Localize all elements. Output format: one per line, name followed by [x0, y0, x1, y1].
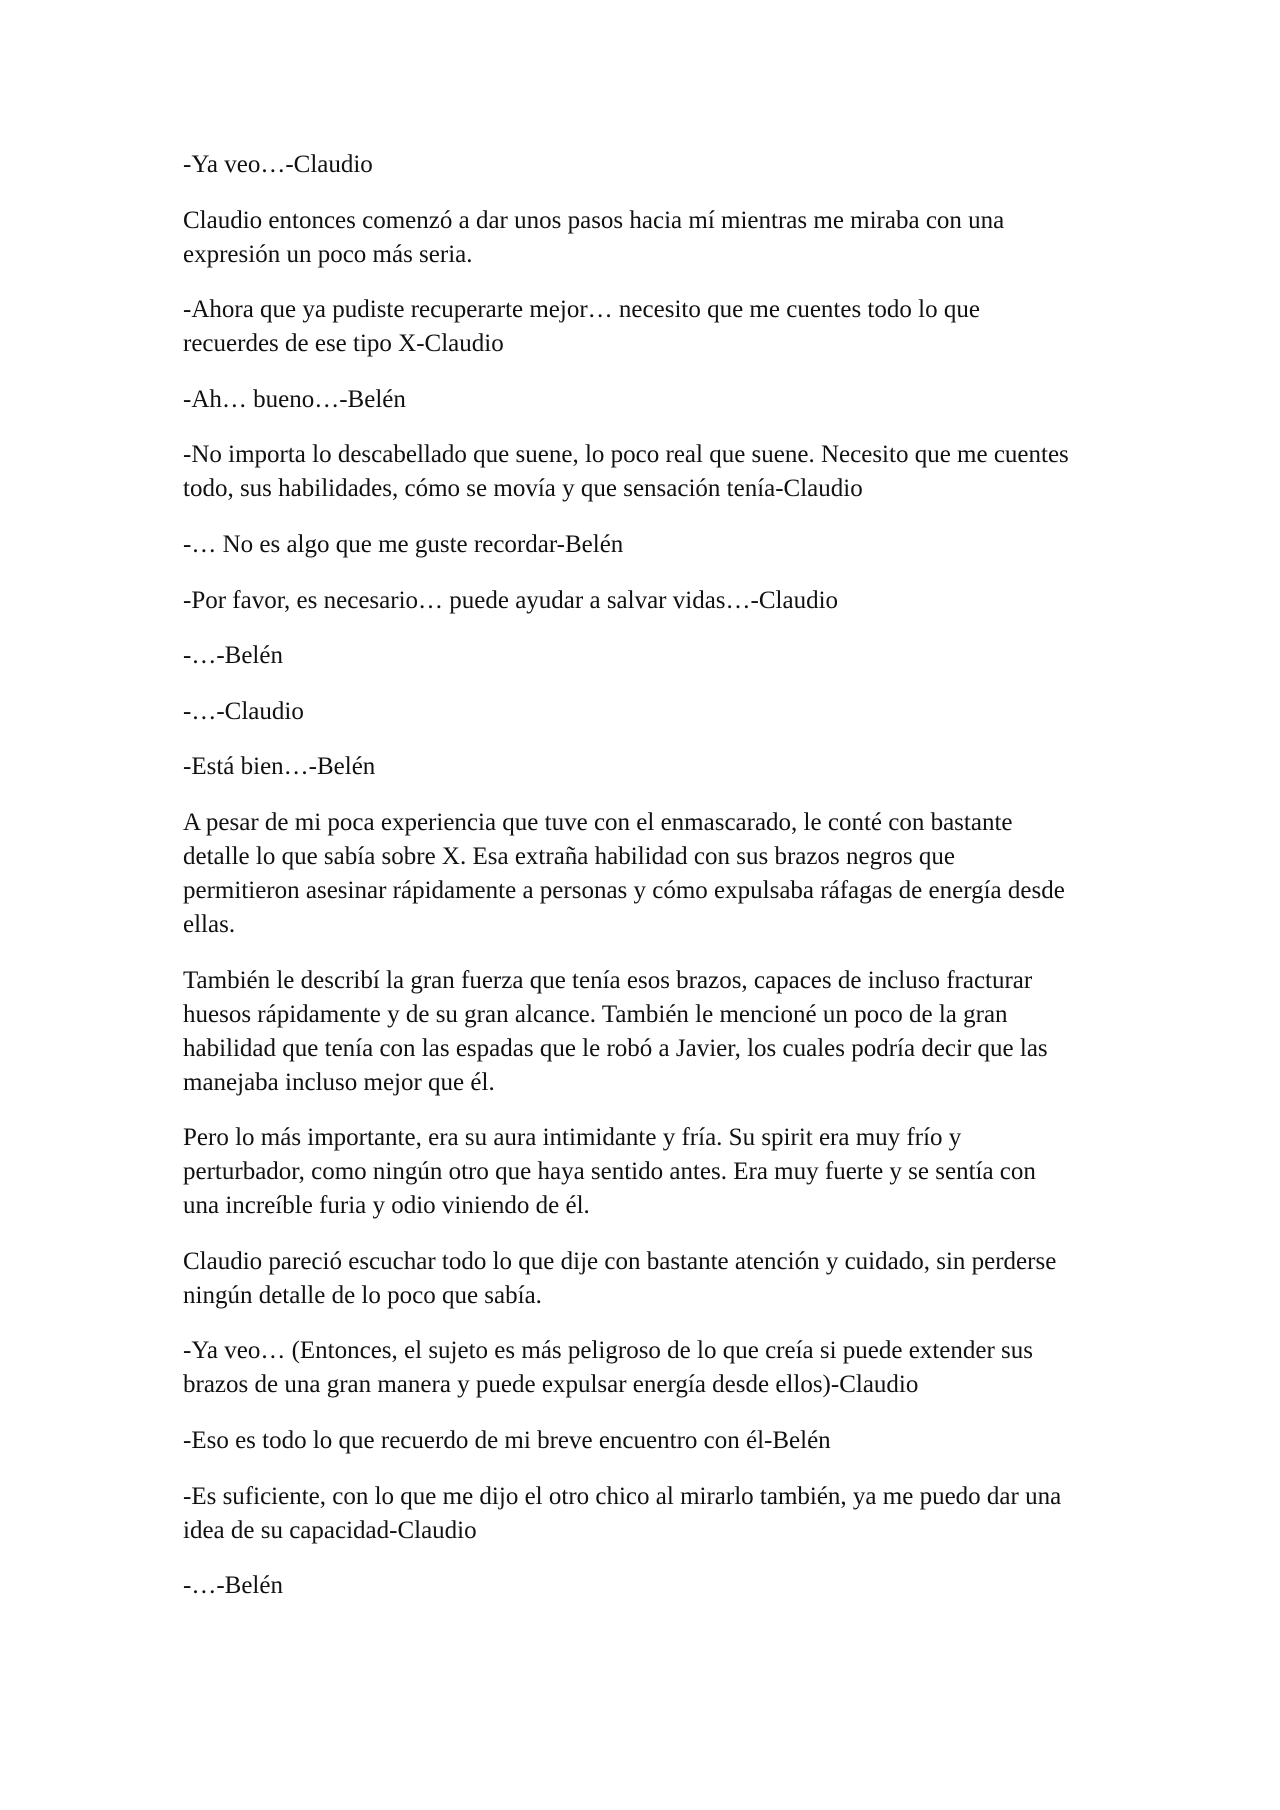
paragraph — [183, 806, 1103, 942]
text-line: También le describí la gran fuerza que tenía esos brazos, capaces de incluso fracturar — [183, 966, 1033, 994]
text-line: -Ya veo…-Claudio — [183, 151, 373, 178]
text-line: -…-Claudio — [183, 697, 304, 725]
text-line: -Ah… bueno…-Belén — [183, 385, 406, 413]
text-line: ellas. — [183, 910, 236, 938]
document-body — [183, 148, 1103, 1625]
paragraph — [183, 1121, 1103, 1223]
paragraph — [183, 1569, 1103, 1603]
text-line: recuerdes de ese tipo X-Claudio — [183, 330, 504, 358]
paragraph — [183, 438, 1103, 506]
text-line: detalle lo que sabía sobre X. Esa extraña habilidad con sus brazos negros que — [183, 842, 955, 870]
text-line: A pesar de mi poca experiencia que tuve con el enmascarado, le conté con bastante — [183, 808, 1013, 836]
text-line: perturbador, como ningún otro que haya sentido antes. Era muy fuerte y se sentía con — [183, 1158, 1036, 1186]
paragraph — [183, 695, 1103, 729]
text-line: ningún detalle de lo poco que sabía. — [183, 1281, 542, 1309]
paragraph — [183, 1245, 1103, 1313]
text-line: -…-Belén — [183, 642, 283, 670]
text-line: brazos de una gran manera y puede expulsar energía desde ellos)-Claudio — [183, 1371, 919, 1399]
paragraph — [183, 1424, 1103, 1458]
text-line: idea de su capacidad-Claudio — [183, 1516, 477, 1544]
text-line: -Ya veo… (Entonces, el sujeto es más peligroso de lo que creía si puede extender sus — [183, 1337, 1034, 1365]
text-line: -… No es algo que me guste recordar-Belén — [183, 530, 624, 558]
text-line: expresión un poco más seria. — [183, 240, 473, 268]
paragraph — [183, 148, 1103, 182]
text-line: -No importa lo descabellado que suene, lo poco real que suene. Necesito que me cuentes — [183, 441, 1069, 469]
text-line: todo, sus habilidades, cómo se movía y que sensación tenía-Claudio — [183, 475, 863, 503]
paragraph — [183, 204, 1103, 272]
paragraph — [183, 293, 1103, 361]
paragraph — [183, 1334, 1103, 1402]
paragraph — [183, 528, 1103, 562]
text-line: -…-Belén — [183, 1572, 283, 1600]
text-line: -Por favor, es necesario… puede ayudar a salvar vidas…-Claudio — [183, 586, 839, 614]
text-line: Pero lo más importante, era su aura intimidante y fría. Su spirit era muy frío y — [183, 1124, 962, 1152]
text-line: -Es suficiente, con lo que me dijo el otro chico al mirarlo también, ya me puedo dar una — [183, 1482, 1062, 1510]
text-line: -Ahora que ya pudiste recuperarte mejor… necesito que me cuentes todo lo que — [183, 296, 980, 324]
paragraph — [183, 584, 1103, 618]
paragraph — [183, 383, 1103, 417]
text-line: huesos rápidamente y de su gran alcance. También le mencioné un poco de la gran — [183, 1000, 1008, 1028]
paragraph — [183, 750, 1103, 784]
paragraph — [183, 964, 1103, 1100]
text-line: -Eso es todo lo que recuerdo de mi breve encuentro con él-Belén — [183, 1426, 831, 1454]
text-line: -Está bien…-Belén — [183, 753, 376, 781]
text-line: habilidad que tenía con las espadas que le robó a Javier, los cuales podría decir que las — [183, 1034, 1048, 1062]
text-line: Claudio entonces comenzó a dar unos pasos hacia mí mientras me miraba con una — [183, 206, 1005, 234]
paragraph — [183, 639, 1103, 673]
text-line: manejaba incluso mejor que él. — [183, 1068, 495, 1096]
paragraph — [183, 1480, 1103, 1548]
text-line: una increíble furia y odio viniendo de él. — [183, 1192, 590, 1220]
text-line: Claudio pareció escuchar todo lo que dije con bastante atención y cuidado, sin perderse — [183, 1247, 1057, 1275]
text-line: permitieron asesinar rápidamente a personas y cómo expulsaba ráfagas de energía desde — [183, 876, 1065, 904]
